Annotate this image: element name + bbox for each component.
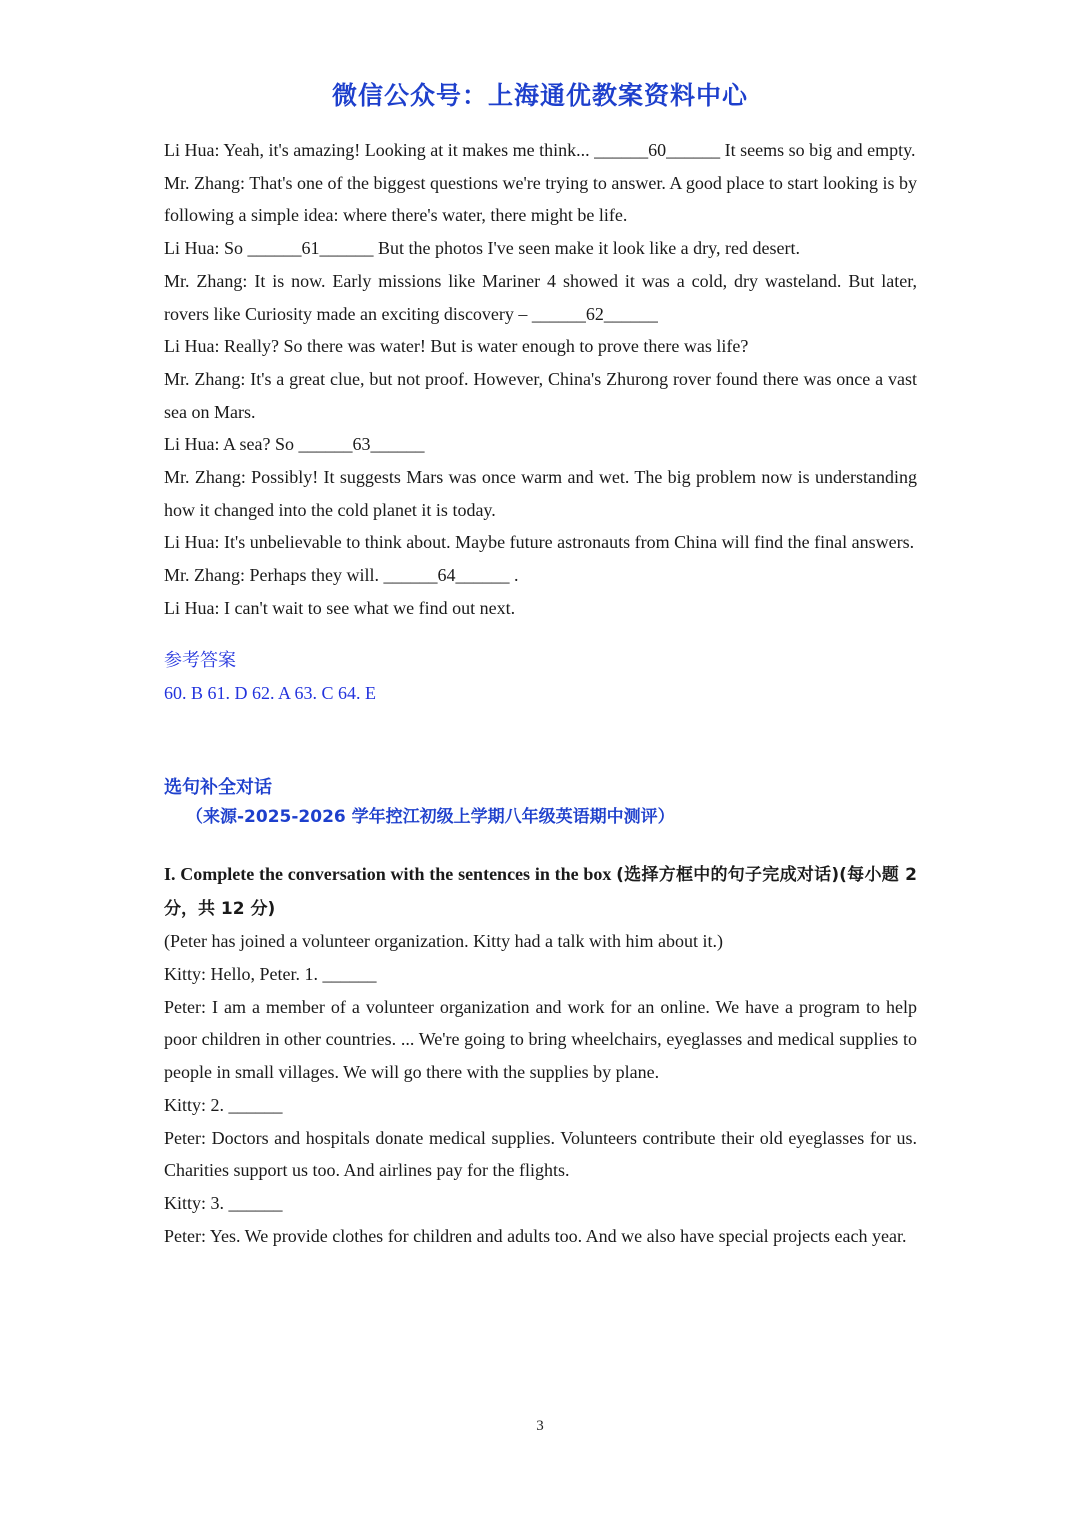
section-title: 选句补全对话 xyxy=(164,776,272,798)
dialogue-part-2 xyxy=(164,958,917,1252)
instruction-chinese: (选择方框中的句子完成对话)(每小题 2 分，共 12 分) xyxy=(164,864,917,919)
dialogue-line: Mr. Zhang: Possibly! It suggests Mars was once warm and wet. The big problem now is understanding how it changed into the cold planet it is today. xyxy=(164,467,917,520)
dialogue-line: Mr. Zhang: It's a great clue, but not proof. However, China's Zhurong rover found there was once a vast sea on Mars. xyxy=(164,368,917,422)
dialogue-line: Li Hua: Yeah, it's amazing! Looking at it makes me think... ______60______ It seems so big and empty. xyxy=(164,140,916,160)
dialogue-line: Mr. Zhang: Perhaps they will. ______64______ . xyxy=(164,565,519,586)
dialogue-line: Li Hua: Really? So there was water! But is water enough to prove there was life? xyxy=(164,336,749,357)
section-instruction xyxy=(164,858,917,925)
answer-key-heading: 参考答案 xyxy=(164,649,236,671)
dialogue-line: Kitty: 2. ______ xyxy=(164,1094,283,1115)
answer-key-answers: 60. B 61. D 62. A 63. C 64. E xyxy=(164,683,377,704)
dialogue-line: Kitty: Hello, Peter. 1. ______ xyxy=(164,964,377,985)
conversation-context: (Peter has joined a volunteer organization. Kitty had a talk with him about it.) xyxy=(164,931,724,952)
instruction-english: I. Complete the conversation with the sentences in the box xyxy=(164,863,617,884)
dialogue-line: Peter: I am a member of a volunteer organization and work for an online. We have a program to help poor children in other countries. ... We're going to bring wheelchairs, eyeglasses and medical supplies to people in small villages. We will go there with the supplies by plane. xyxy=(164,996,917,1083)
section-source: （来源-2025-2026 学年控江初级上学期八年级英语期中测评） xyxy=(186,806,675,827)
page-header-title: 微信公众号：上海通优教案资料中心 xyxy=(331,81,748,110)
dialogue-line: Peter: Yes. We provide clothes for children and adults too. And we also have special projects each year. xyxy=(164,1225,907,1246)
dialogue-line: Peter: Doctors and hospitals donate medical supplies. Volunteers contribute their old eyeglasses for us. Charities support us too. And airlines pay for the flights. xyxy=(164,1127,917,1181)
answer-key xyxy=(164,645,917,710)
page-number: 3 xyxy=(536,1418,544,1434)
dialogue-line: Mr. Zhang: It is now. Early missions like Mariner 4 showed it was a cold, dry wasteland. But later, rovers like Curiosity made an exciting discovery – ______62______ xyxy=(164,270,917,324)
dialogue-line: Kitty: 3. ______ xyxy=(164,1192,283,1213)
dialogue-line: Li Hua: A sea? So ______63______ xyxy=(164,434,425,455)
dialogue-line: Li Hua: I can't wait to see what we find out next. xyxy=(164,597,516,618)
dialogue-line: Li Hua: It's unbelievable to think about. Maybe future astronauts from China will find the final answers. xyxy=(164,532,915,553)
document-body xyxy=(164,134,917,1252)
dialogue-part-1 xyxy=(164,134,917,625)
dialogue-line: Mr. Zhang: That's one of the biggest questions we're trying to answer. A good place to start looking is by following a simple idea: where there's water, there might be life. xyxy=(164,172,917,226)
dialogue-line: Li Hua: So ______61______ But the photos I've seen make it look like a dry, red desert. xyxy=(164,238,800,259)
